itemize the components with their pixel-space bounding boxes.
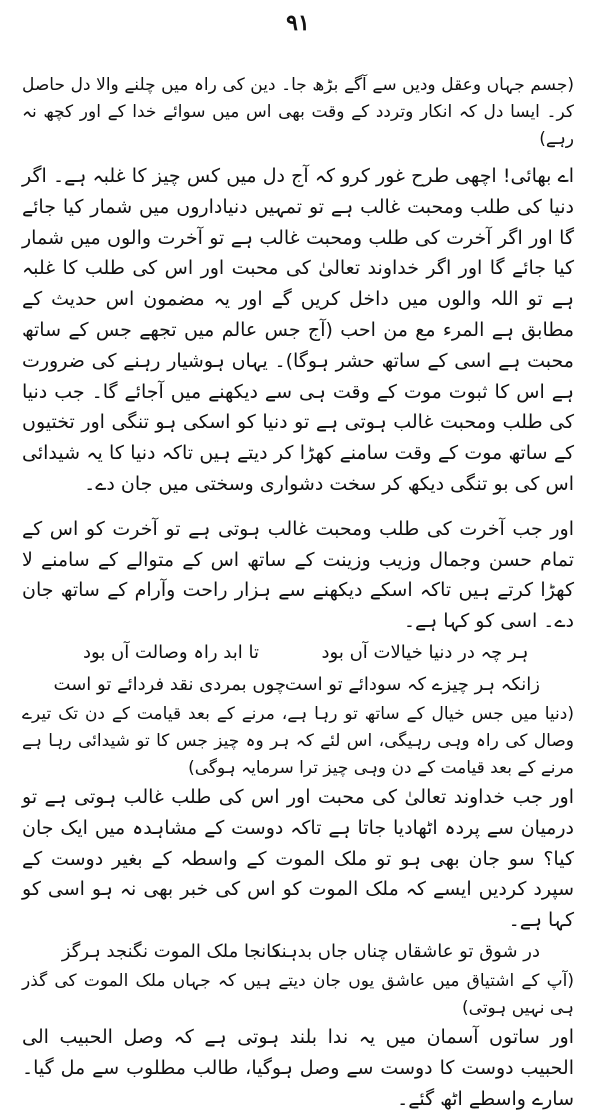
verse-hemistich: زانکہ ہر چیزے کہ سودائے تو است [284,673,540,695]
verse-hemistich: کانجا ملک الموت نگنجد ہرگز [61,940,281,962]
verse-hemistich: در شوق تو عاشقاں چناں جاں بدہند [272,940,540,962]
verse-translation-paragraph: (آپ کے اشتیاق میں عاشق یوں جان دیتے ہیں کہ جہاں ملک الموت کی گذر ہی نہیں ہوتی) [22,970,574,1018]
body-paragraph: اے بھائی! اچھی طرح غور کرو کہ آج دل میں کس چیز کا غلبہ ہے۔ اگر دنیا کی طلب ومحبت غالب ہے تو تمہیں دنیاداروں میں شمار کیا جائے گا اور اگر آخرت کی طلب ومحبت غالب ہے تو آخرت والوں میں شمار کیا جائے گا اور اگر خداوند تعالیٰ کی محبت اور اس کی طلب کا غلبہ ہے تو اللہ والوں میں داخل کریں گے اور یہ مضمون اس حدیث کے مطابق ہے المرء مع من احب (آج جس عالم میں تجھے جس کے ساتھ محبت ہے اسی کے ساتھ حشر ہوگا)۔ یہاں ہوشیار رہنے کی ضرورت ہے اس کا ثبوت موت کے وقت ہی سے دیکھنے میں آجائے گا۔ جب دنیا کی طلب ومحبت غالب ہوتی ہے تو دنیا کو اسکی ہو تنگی اور تختیوں کے ساتھ موت کے وقت سامنے کھڑا کر دیتے ہیں تاکہ دنیا کا یہ شیدائی اس کی بو تنگی دیکھ کر سخت دشواری وسختی میں جان دے۔ [22,165,574,495]
body-paragraph: اور ساتوں آسمان میں یہ ندا بلند ہوتی ہے کہ وصل الحبیب الی الحبیب دوست کا دوست سے وصل ہوگیا، طالب مطلوب سے مل گیا۔ سارے واسطے اٹھ گئے۔ [22,1025,574,1110]
page-number: ٩١ [286,10,310,36]
verse-hemistich: ہر چہ در دنیا خیالات آں بود [321,641,529,663]
body-paragraph: اور جب خداوند تعالیٰ کی محبت اور اس کی طلب غالب ہوتی ہے تو درمیان سے پردہ اٹھادیا جاتا ہے تاکہ دوست کے مشاہدہ میں ایک جان کیا؟ سو جان بھی ہو تو ملک الموت کے واسطہ کے بغیر دوست کے سپرد کردیں ایسے کہ ملک الموت کو اس کی خبر بھی نہ ہو اسی کو کہا ہے۔ [22,785,574,932]
paragraph-spacer [22,153,574,161]
verse-hemistich: تا ابد راہ وصالت آں بود [83,641,259,663]
paragraph-spacer [22,500,574,514]
persian-verse-line [22,669,574,701]
verse-translation-paragraph: (جسم جہاں وعقل ودیں سے آگے بڑھ جا۔ دین کی راہ میں چلنے والا دل حاصل کر۔ ایسا دل کہ انکار وتردد کے وقت بھی اس میں سوائے خدا کے اور کچھ نہ رہے) [22,75,574,149]
persian-verse-line [22,936,574,968]
verse-gap [286,669,310,701]
verse-translation-paragraph: (دنیا میں جس خیال کے ساتھ تو رہا ہے، مرنے کے بعد قیامت کے دن تک تیرے وصال کی راہ وہی رہیگی، اس لئے کہ ہر وہ چیز جس کا تو شیدائی رہا ہے مرنے کے بعد قیامت کے دن وہی چیز ترا سرمایہ ہوگی) [22,703,574,778]
verse-hemistich: چوں بمردی نقد فردائے تو است [53,673,286,695]
verse-gap [286,936,310,968]
verse-gap [286,637,310,669]
persian-verse-line [22,637,574,669]
body-paragraph: اور جب آخرت کی طلب ومحبت غالب ہوتی ہے تو آخرت کو اس کے تمام حسن وجمال وزیب وزینت کے ساتھ اس کے متوالے کے سامنے لا کھڑا کرتے ہیں تاکہ اسکے دیکھنے سے ہزار راحت وآرام کے ساتھ جان دے۔ اسی کو کہا ہے۔ [22,517,574,633]
